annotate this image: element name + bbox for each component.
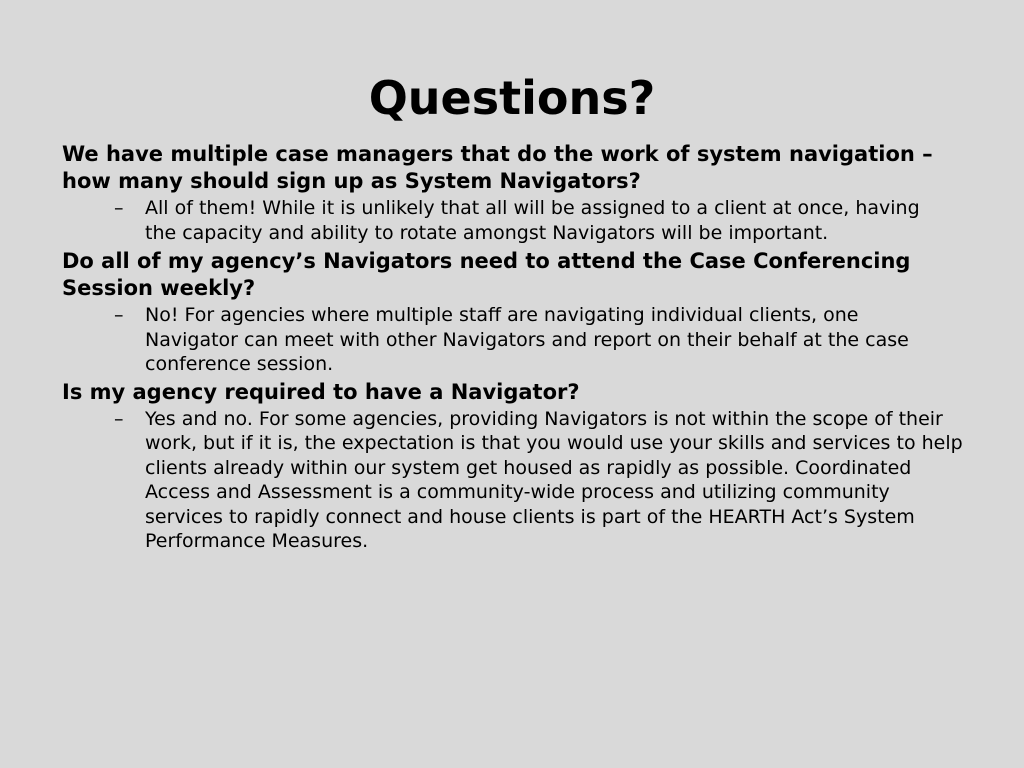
question-1: We have multiple case managers that do the work of system navigation – how many should sign up as System Navigators? (62, 142, 933, 193)
answer-2 (114, 303, 945, 377)
slide-content (62, 141, 962, 554)
answer-3 (114, 407, 965, 554)
slide-title: Questions? (368, 71, 656, 125)
answer-1-text: All of them! While it is unlikely that all will be assigned to a client at once, having the capacity and ability to rotate amongst Navigators will be important. (145, 197, 920, 244)
answer-1 (114, 196, 945, 245)
answer-2-bullet: – (114, 304, 124, 326)
question-3: Is my agency required to have a Navigator? (62, 379, 580, 404)
answer-2-text: No! For agencies where multiple staff are navigating individual clients, one Navigator can meet with other Navigators and report on their behalf at the case conference session. (145, 304, 909, 375)
answer-1-bullet: – (114, 197, 124, 219)
question-2: Do all of my agency’s Navigators need to attend the Case Conferencing Session weekly? (62, 249, 911, 300)
answer-3-text: Yes and no. For some agencies, providing Navigators is not within the scope of their work, but if it is, the expectation is that you would use your skills and services to help clients already within our system get housed as rapidly as possible. Coordinated Access and Assessment is a community-wide process and utilizing community services to rapidly connect and house clients is part of the HEARTH Act’s System Performance Measures. (145, 407, 963, 552)
answer-3-bullet: – (114, 407, 124, 430)
